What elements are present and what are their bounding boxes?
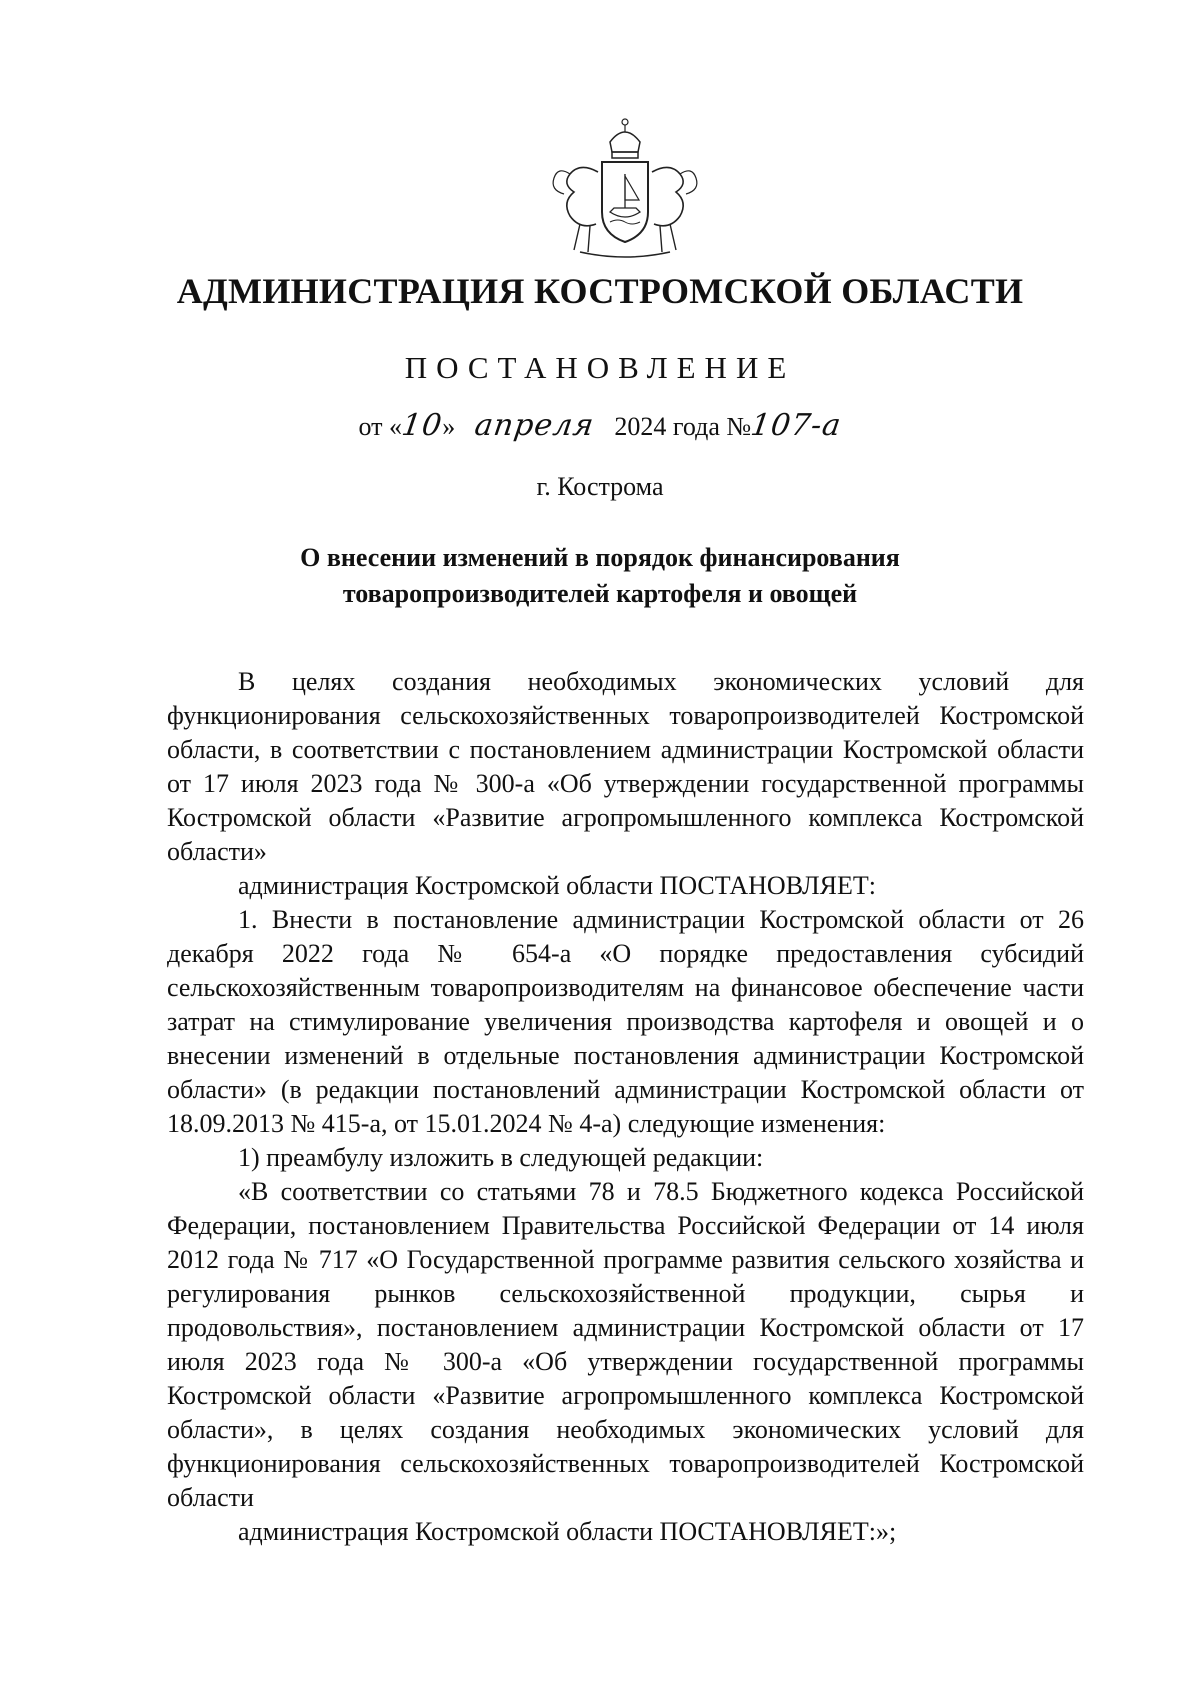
date-number-line bbox=[0, 408, 1200, 443]
document-body bbox=[167, 665, 1084, 1549]
date-day-close: » bbox=[442, 412, 456, 441]
body-paragraph: В целях создания необходимых экономических условий для функционирования сельскохозяйственных товаропроизводителей Костромской области, в соответствии с постановлением администрации Костромской области от 17 июля 2023 года № 300-а «Об утверждении государственной программы Костромской области «Развитие агропромышленного комплекса Костромской области» bbox=[167, 667, 1084, 866]
document-subject bbox=[0, 540, 1200, 612]
date-month-handwritten: апреля bbox=[472, 408, 597, 443]
body-paragraph: 1. Внести в постановление администрации Костромской области от 26 декабря 2022 года № 654-а «О порядке предоставления субсидий сельскохозяйственным товаропроизводителям на финансовое обеспечение части затрат на стимулирование увеличения производства картофеля и овощей и о внесении изменений в отдельные постановления администрации Костромской области» (в редакции постановлений администрации Костромской области от 18.09.2013 № 415-а, от 15.01.2024 № 4-а) следующие изменения: bbox=[167, 905, 1084, 1138]
date-day-handwritten: 10 bbox=[399, 408, 445, 443]
date-prefix: от « bbox=[358, 412, 403, 441]
body-paragraph: администрация Костромской области ПОСТАНОВЛЯЕТ:»; bbox=[238, 1517, 897, 1546]
subject-line-2: товаропроизводителей картофеля и овощей bbox=[342, 579, 858, 608]
body-paragraph: 1) преамбулу изложить в следующей редакции: bbox=[238, 1143, 764, 1172]
city-name: г. Кострома bbox=[536, 472, 664, 501]
date-year-text: 2024 года № bbox=[614, 412, 752, 441]
coat-of-arms-emblem bbox=[540, 112, 710, 262]
body-paragraph: «В соответствии со статьями 78 и 78.5 Бюджетного кодекса Российской Федерации, постановлением Правительства Российской Федерации от 14 июля 2012 года № 717 «О Государственной программе развития сельского хозяйства и регулирования рынков сельскохозяйственной продукции, сырья и продовольствия», постановлением администрации Костромской области от 17 июля 2023 года № 300-а «Об утверждении государственной программы Костромской области «Развитие агропромышленного комплекса Костромской области», в целях создания необходимых экономических условий для функционирования сельскохозяйственных товаропроизводителей Костромской области bbox=[167, 1177, 1084, 1512]
body-paragraph: администрация Костромской области ПОСТАНОВЛЯЕТ: bbox=[238, 871, 877, 900]
document-number-handwritten: 107-а bbox=[748, 408, 844, 443]
document-type: ПОСТАНОВЛЕНИЕ bbox=[404, 350, 796, 385]
organization-title: АДМИНИСТРАЦИЯ КОСТРОМСКОЙ ОБЛАСТИ bbox=[176, 271, 1024, 311]
subject-line-1: О внесении изменений в порядок финансирования bbox=[300, 543, 900, 572]
